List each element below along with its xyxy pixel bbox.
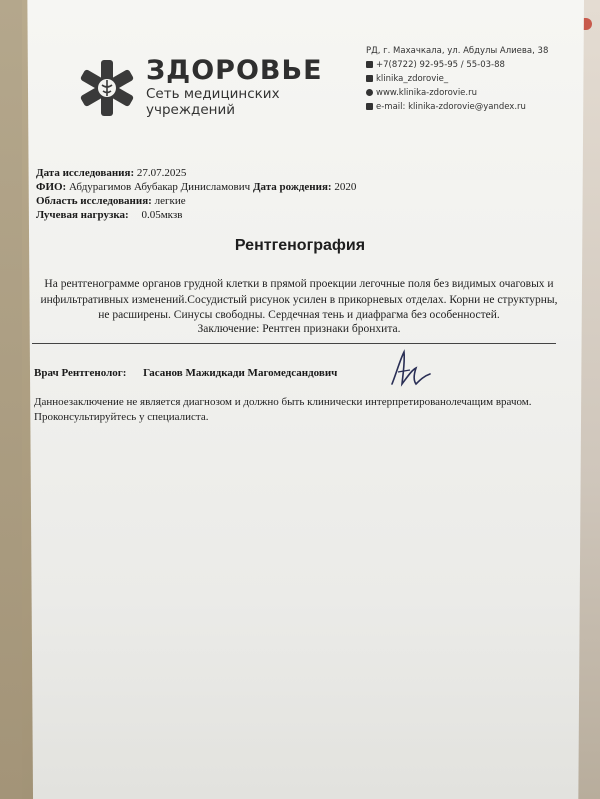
report-body: На рентгенограмме органов грудной клетки в прямой проекции легочные поля без видимых очаговых и инфильтративных изменений.Сосудистый рисунок усилен в прикорневых отделах. Корни не структурны, не расширены. Синусы свободны. Сердечная тень и диафрагма без особенностей. [40,278,558,321]
clinic-website: www.klinika-zdorovie.ru [376,88,477,98]
study-area-row [36,195,186,207]
study-area-value: легкие [154,195,186,207]
report-title: Рентгенография [234,237,366,254]
clinic-instagram-row [366,74,448,84]
radiation-dose-row [36,209,182,221]
radiation-dose-label: Лучевая нагрузка: [36,209,129,221]
clinic-subtitle-line1: Сеть медицинских [146,86,280,102]
globe-icon [366,89,373,96]
study-date-row [36,167,186,179]
fio-label: ФИО: [36,181,67,193]
fio-value: Абдурагимов Абубакар Динисламович [68,181,251,193]
divider [32,343,556,344]
clinic-email: e-mail: klinika-zdorovie@yandex.ru [376,102,526,112]
phone-icon [366,61,373,68]
clinic-phone: +7(8722) 92-95-95 / 55-03-88 [376,60,505,70]
clinic-website-row [366,88,477,98]
study-area-label: Область исследования: [36,195,152,207]
clinic-phone-row [366,60,505,70]
doctor-name: Гасанов Мажидкади Магомедсандович [143,367,338,379]
clinic-instagram: klinika_zdorovie_ [376,74,449,84]
disclaimer-text: Данноезаключение не является диагнозом и должно быть клинически интерпретированолечащим врачом. Проконсультируйтесь у специалиста. [34,396,532,423]
doctor-signature [386,346,434,392]
clinic-name: ЗДОРОВЬЕ [146,55,323,86]
study-date-label: Дата исследования: [36,167,135,179]
instagram-icon [366,75,373,82]
email-icon [366,103,373,110]
patient-row [36,181,356,193]
clinic-email-row [366,102,526,112]
clinic-subtitle-line2: учреждений [146,102,236,118]
background-left [0,0,22,799]
radiation-dose-value: 0.05мкзв [141,209,183,221]
clinic-subtitle [146,86,326,118]
study-date-value: 27.07.2025 [136,167,187,179]
report-conclusion: Заключение: Рентген признаки бронхита. [197,323,401,335]
doctor-label: Врач Рентгенолог: [34,367,127,379]
clinic-logo-icon [78,58,136,118]
birth-date-label: Дата рождения: [252,181,332,193]
clinic-address: РД, г. Махачкала, ул. Абдулы Алиева, 38 [366,46,549,56]
doctor-row [34,367,337,379]
birth-date-value: 2020 [334,181,357,193]
